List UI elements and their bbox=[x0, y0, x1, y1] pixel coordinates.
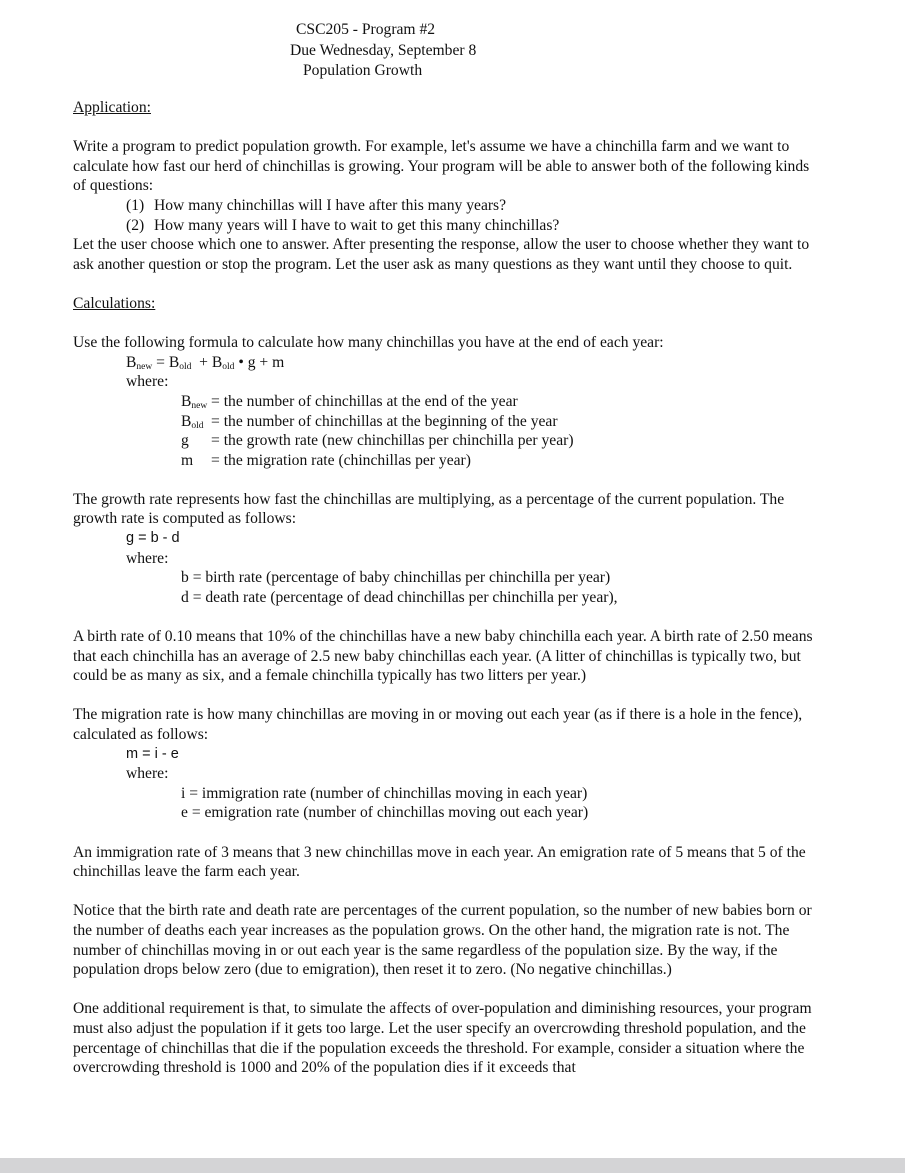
where-label: where: bbox=[126, 549, 169, 567]
growth-formula: g = b - d bbox=[126, 530, 180, 547]
application-intro: Write a program to predict population growth. For example, let's assume we have a chinchilla farm and we want to calculate how fast our herd of chinchillas is growing. Your program will be able to answer both of the following kinds of questions: bbox=[73, 138, 810, 195]
course-title: CSC205 - Program #2 bbox=[296, 21, 436, 38]
document-body bbox=[73, 98, 825, 1078]
calculations-heading: Calculations: bbox=[73, 294, 156, 312]
formula-definition: $B_{old}$ = the number of chinchillas at the beginning of the year bbox=[181, 412, 558, 431]
where-label: where: bbox=[126, 765, 169, 783]
growth-definition: b = birth rate (percentage of baby chinchillas per chinchilla per year) bbox=[181, 569, 611, 587]
notice-paragraph: Notice that the birth rate and death rate are percentages of the current population, so the number of new babies born or the number of deaths each year increases as the population grows. On the other hand, the migration rate is not. The number of chinchillas moving in or out each year is the same regardless of the population size. By the way, if the population drops below zero (due to emigration), then reset it to zero. (No negative chinchillas.) bbox=[73, 902, 812, 979]
migration-formula: m = i - e bbox=[126, 745, 179, 762]
formula-intro: Use the following formula to calculate how many chinchillas you have at the end of each year: bbox=[73, 334, 664, 352]
migration-intro: The migration rate is how many chinchillas are moving in or moving out each year (as if there is a hole in the fence), calculated as follows: bbox=[73, 706, 803, 743]
growth-definition: d = death rate (percentage of dead chinchillas per chinchilla per year), bbox=[181, 588, 618, 606]
application-outro: Let the user choose which one to answer. After presenting the response, allow the user to choose whether they want to ask another question or stop the program. Let the user ask as many questions as they want until they choose to quit. bbox=[73, 236, 810, 273]
viewer-bottom-bar bbox=[0, 1158, 905, 1173]
formula-definition: g = the growth rate (new chinchillas per chinchilla per year) bbox=[181, 432, 574, 450]
migration-example: An immigration rate of 3 means that 3 new chinchillas move in each year. An emigration rate of 5 means that 5 of the chinchillas leave the farm each year. bbox=[73, 843, 806, 881]
assignment-subject: Population Growth bbox=[303, 62, 423, 79]
question-item: (1) How many chinchillas will I have after this many years? bbox=[126, 196, 507, 214]
where-label: where: bbox=[126, 373, 169, 391]
population-formula: $B_{new} = B_{old} + B_{old}$ • g + m bbox=[126, 353, 285, 372]
question-item: (2) How many years will I have to wait to get this many chinchillas? bbox=[126, 216, 560, 234]
formula-definition: $B_{new}$ = the number of chinchillas at the end of the year bbox=[181, 392, 518, 411]
migration-definition: e = emigration rate (number of chinchillas moving out each year) bbox=[181, 804, 589, 822]
birth-rate-example: A birth rate of 0.10 means that 10% of the chinchillas have a new baby chinchilla each year. A birth rate of 2.50 means that each chinchilla has an average of 2.5 new baby chinchillas each year. (A litter of chinchillas is typically two, but could be as many as six, and a female chinchilla typically has two litters per year.) bbox=[73, 628, 813, 685]
growth-rate-intro: The growth rate represents how fast the chinchillas are multiplying, as a percentage of the current population. The growth rate is computed as follows: bbox=[73, 490, 785, 528]
migration-definition: i = immigration rate (number of chinchillas moving in each year) bbox=[181, 784, 588, 802]
application-heading: Application: bbox=[73, 99, 151, 116]
overcrowding-paragraph: One additional requirement is that, to simulate the affects of over-population and diminishing resources, your program must also adjust the population if it gets too large. Let the user specify an overcrowding threshold population, and the percentage of chinchillas that die if the population exceeds the threshold. For example, consider a situation where the overcrowding threshold is 1000 and 20% of the population dies if it exceeds that bbox=[73, 1000, 812, 1077]
formula-definition: m = the migration rate (chinchillas per year) bbox=[181, 451, 471, 469]
due-date: Due Wednesday, September 8 bbox=[290, 42, 477, 59]
